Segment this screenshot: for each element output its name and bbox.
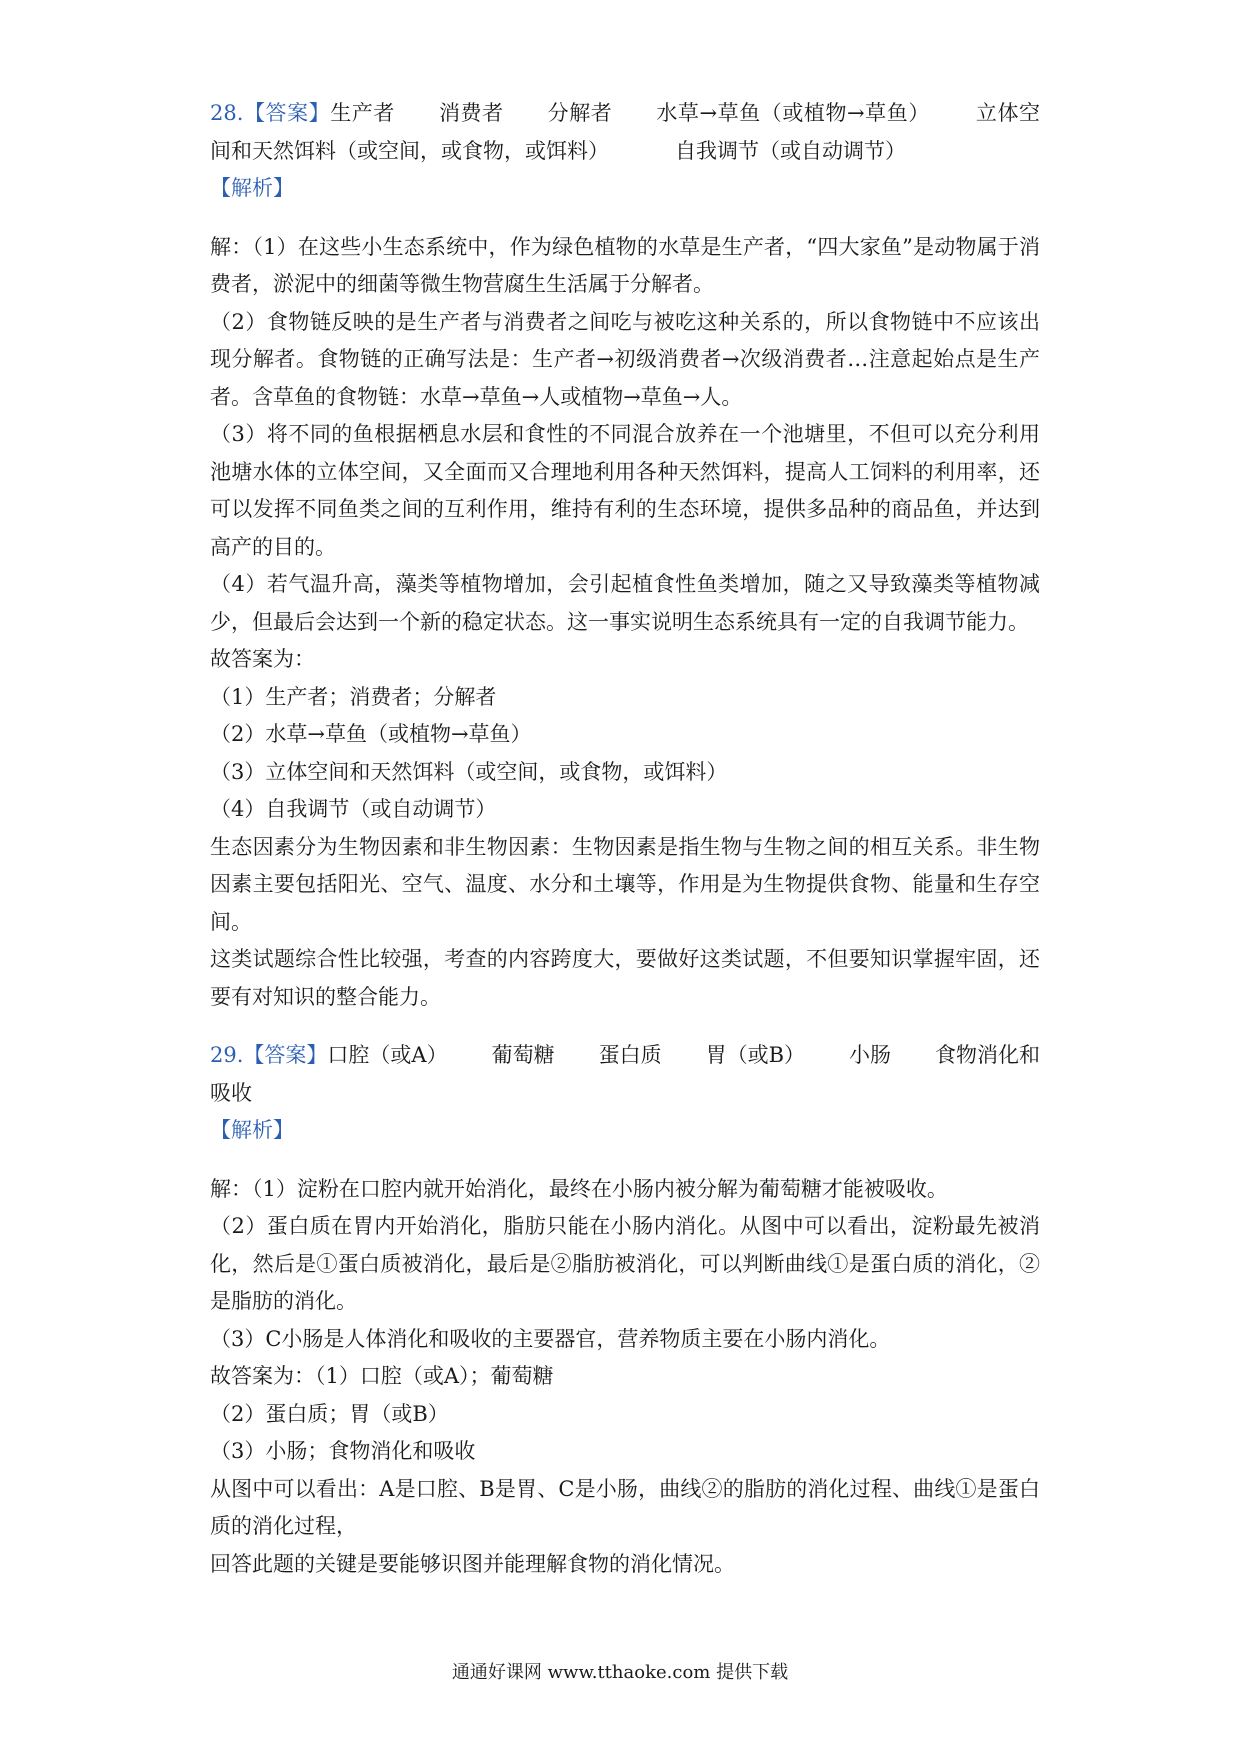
page-footer: 通通好课网 www.tthaoke.com 提供下载 xyxy=(451,1662,789,1683)
analysis-paragraph: （2）水草→草鱼（或植物→草鱼） xyxy=(210,722,532,746)
answer-item: 立体空间和天然饵料（或空间，或食物，或饵料） xyxy=(210,101,1041,163)
analysis-paragraph: （2）蛋白质在胃内开始消化，脂肪只能在小肠内消化。从图中可以看出，淀粉最先被消化，然后是①蛋白质被消化，最后是②脂肪被消化，可以判断曲线①是蛋白质的消化，②是脂肪的消化。 xyxy=(210,1214,1040,1313)
analysis-paragraph: （3）小肠；食物消化和吸收 xyxy=(210,1439,476,1463)
analysis-paragraph: （3）将不同的鱼根据栖息水层和食性的不同混合放养在一个池塘里，不但可以充分利用池塘水体的立体空间，又全面而又合理地利用各种天然饵料，提高人工饲料的利用率，还可以发挥不同鱼类之间的互利作用，维持有利的生态环境，提供多品种的商品鱼，并达到高产的目的。 xyxy=(210,422,1040,559)
answer-item: 葡萄糖 xyxy=(491,1043,555,1067)
analysis-paragraph: （2）食物链反映的是生产者与消费者之间吃与被吃这种关系的，所以食物链中不应该出现分解者。食物链的正确写法是：生产者→初级消费者→次级消费者…注意起始点是生产者。含草鱼的食物链：水草→草鱼→人或植物→草鱼→人。 xyxy=(210,309,1040,409)
analysis-paragraph: （1）生产者；消费者；分解者 xyxy=(210,684,497,709)
answer-tag: 【答案】 xyxy=(243,101,331,125)
question-number: 28. xyxy=(210,101,244,125)
answer-item: 分解者 xyxy=(547,101,613,125)
answer-item: 生产者 xyxy=(330,101,395,125)
analysis-paragraph: （3）立体空间和天然饵料（或空间，或食物，或饵料） xyxy=(210,759,728,784)
analysis-paragraph: 故答案为：（1）口腔（或A）；葡萄糖 xyxy=(210,1364,554,1388)
analysis-paragraph: 回答此题的关键是要能够识图并能理解食物的消化情况。 xyxy=(210,1551,735,1576)
answer-item: 胃（或B） xyxy=(705,1043,806,1067)
analysis-paragraph: （4）若气温升高，藻类等植物增加，会引起植食性鱼类增加，随之又导致藻类等植物减少，但最后会达到一个新的稳定状态。这一事实说明生态系统具有一定的自我调节能力。 xyxy=(210,572,1040,634)
analysis-tag: 【解析】 xyxy=(210,176,294,200)
analysis-paragraph: 故答案为： xyxy=(210,647,315,671)
answer-item: 自我调节（或自动调节） xyxy=(675,138,906,163)
analysis-paragraph: 解：（1）淀粉在口腔内就开始消化，最终在小肠内被分解为葡萄糖才能被吸收。 xyxy=(210,1176,948,1201)
analysis-paragraph: （4）自我调节（或自动调节） xyxy=(210,797,497,821)
answer-line xyxy=(210,1037,1040,1112)
answer-item: 消费者 xyxy=(438,101,504,125)
analysis-paragraph: （2）蛋白质；胃（或B） xyxy=(210,1401,449,1426)
answer-item: 水草→草鱼（或植物→草鱼） xyxy=(656,101,930,125)
analysis-paragraph: 这类试题综合性比较强，考查的内容跨度大，要做好这类试题，不但要知识掌握牢固，还要有对知识的整合能力。 xyxy=(210,947,1040,1009)
analysis-paragraph: 生态因素分为生物因素和非生物因素：生物因素是指生物与生物之间的相互关系。非生物因素主要包括阳光、空气、温度、水分和土壤等，作用是为生物提供食物、能量和生存空间。 xyxy=(210,834,1040,934)
answer-item: 口腔（或A） xyxy=(327,1043,448,1067)
answer-item: 蛋白质 xyxy=(598,1043,662,1067)
question-29 xyxy=(210,1037,1040,1583)
analysis-tag: 【解析】 xyxy=(210,1118,294,1142)
answer-item: 食物消化和吸收 xyxy=(210,1043,1041,1105)
analysis-paragraph: （3）C小肠是人体消化和吸收的主要器官，营养物质主要在小肠内消化。 xyxy=(210,1326,891,1351)
question-28 xyxy=(210,95,1040,1016)
answer-line xyxy=(210,95,1040,170)
analysis-paragraph: 解：（1）在这些小生态系统中，作为绿色植物的水草是生产者，“四大家鱼”是动物属于消费者，淤泥中的细菌等微生物营腐生生活属于分解者。 xyxy=(210,234,1040,296)
analysis-paragraph: 从图中可以看出：A是口腔、B是胃、C是小肠，曲线②的脂肪的消化过程、曲线①是蛋白质的消化过程， xyxy=(210,1476,1040,1538)
answer-tag: 【答案】 xyxy=(243,1043,328,1067)
answer-item: 小肠 xyxy=(849,1043,892,1067)
document-page xyxy=(210,95,1040,1583)
question-number: 29. xyxy=(210,1043,244,1067)
